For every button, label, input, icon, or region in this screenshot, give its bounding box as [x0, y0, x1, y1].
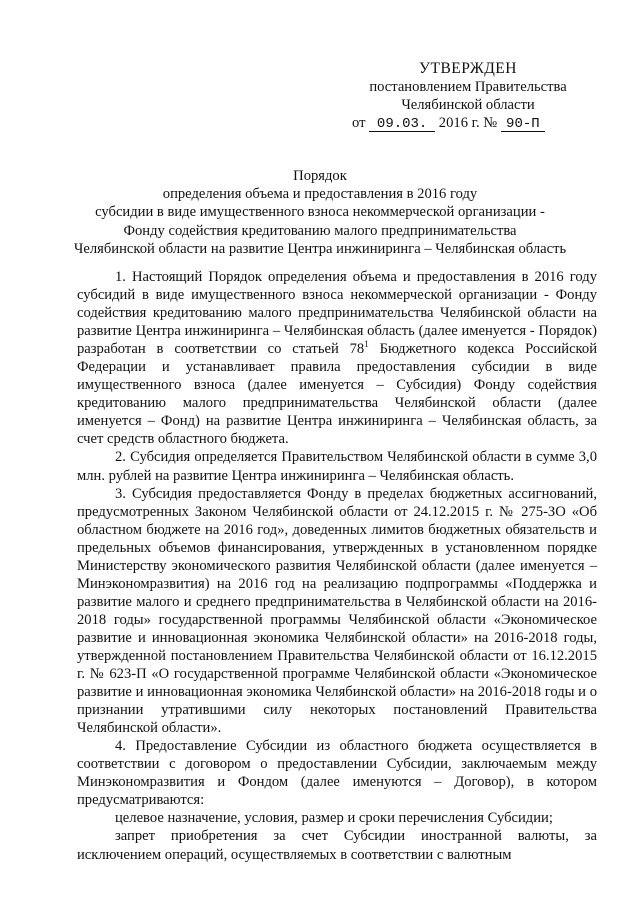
- handwritten-number: 90-П: [501, 117, 545, 132]
- article-superscript: 1: [364, 339, 369, 350]
- title-line-2: определения объема и предоставления в 2016 году: [162, 186, 478, 203]
- handwritten-date: 09.03.: [369, 117, 435, 132]
- document-body: [77, 268, 597, 864]
- paragraph-3: 3. Субсидия предоставляется Фонду в пределах бюджетных ассигнований, предусмотренных Законом Челябинской области от 24.12.2015 г. № 275-ЗО «Об областном бюджете на 2016 год», доведенных лимитов бюджетных обязательств и предельных объемов финансирования, утвержденных в установленном порядке Министерству экономического развития Челябинской области (далее именуется – Минэкономразвития) на 2016 год на реализацию подпрограммы «Поддержка и развитие малого и среднего предпринимательства в Челябинской области на 2016-2018 годы» государственной программы Челябинской области «Экономическое развитие и инновационная экономика Челябинской области» на 2016-2018 годы, утвержденной постановлением Правительства Челябинской области от 16.12.2015 г. № 623-П «О государственной программе Челябинской области «Экономическое развитие и инновационная экономика Челябинской области» на 2016-2018 годы и о признании утратившими силу некоторых постановлений Правительства Челябинской области».: [77, 485, 597, 737]
- title-line-3: субсидии в виде имущественного взноса некоммерческой организации -: [95, 204, 545, 221]
- year-label: 2016 г. №: [438, 115, 498, 131]
- title-line-1: Порядок: [293, 168, 347, 184]
- paragraph-1-text-cont: Бюджетного кодекса Российской Федерации и устанавливает правила предоставления субсидии в виде имущественного взноса (далее именуется – Субсидия) Фонду содействия кредитованию малого предпринимательства Челябинской области (далее именуется – Фонд) на развитие Центра инжиниринга – Челябинская область, за счет средств областного бюджета.: [77, 341, 597, 448]
- date-prefix: от: [352, 115, 366, 131]
- paragraph-4: 4. Предоставление Субсидии из областного бюджета осуществляется в соответствии с договором о предоставлении Субсидии, заключаемым между Минэкономразвития и Фондом (далее именуются – Договор), в котором предусматриваются:: [77, 738, 597, 809]
- title-line-4: Фонду содействия кредитованию малого предпринимательства: [123, 222, 517, 239]
- approval-stamp: [348, 60, 588, 132]
- paragraph-5: целевое назначение, условия, размер и сроки перечисления Субсидии;: [115, 810, 553, 827]
- approval-line-2: Челябинской области: [401, 97, 535, 113]
- approval-line-1: постановлением Правительства: [369, 79, 567, 95]
- title-line-5: Челябинской области на развитие Центра инжиниринга – Челябинская область: [73, 240, 567, 257]
- paragraph-6: запрет приобретения за счет Субсидии иностранной валюты, за исключением операций, осуществляемых в соответствии с валютным: [77, 828, 597, 863]
- approval-title: УТВЕРЖДЕН: [419, 60, 517, 77]
- paragraph-1: [77, 268, 597, 448]
- document-title: [40, 167, 600, 258]
- approval-date-line: [348, 114, 588, 132]
- paragraph-1-text: 1. Настоящий Порядок определения объема и предоставления в 2016 году субсидий в виде имущественного взноса некоммерческой организации - Фонду содействия кредитованию малого предпринимательства Челябинской области на развитие Центра инжиниринга – Челябинская область (далее именуется - Порядок) разработан в соответствии со статьей 78: [77, 269, 597, 358]
- paragraph-2: 2. Субсидия определяется Правительством Челябинской области в сумме 3,0 млн. рублей на развитие Центра инжиниринга – Челябинская область.: [77, 449, 597, 484]
